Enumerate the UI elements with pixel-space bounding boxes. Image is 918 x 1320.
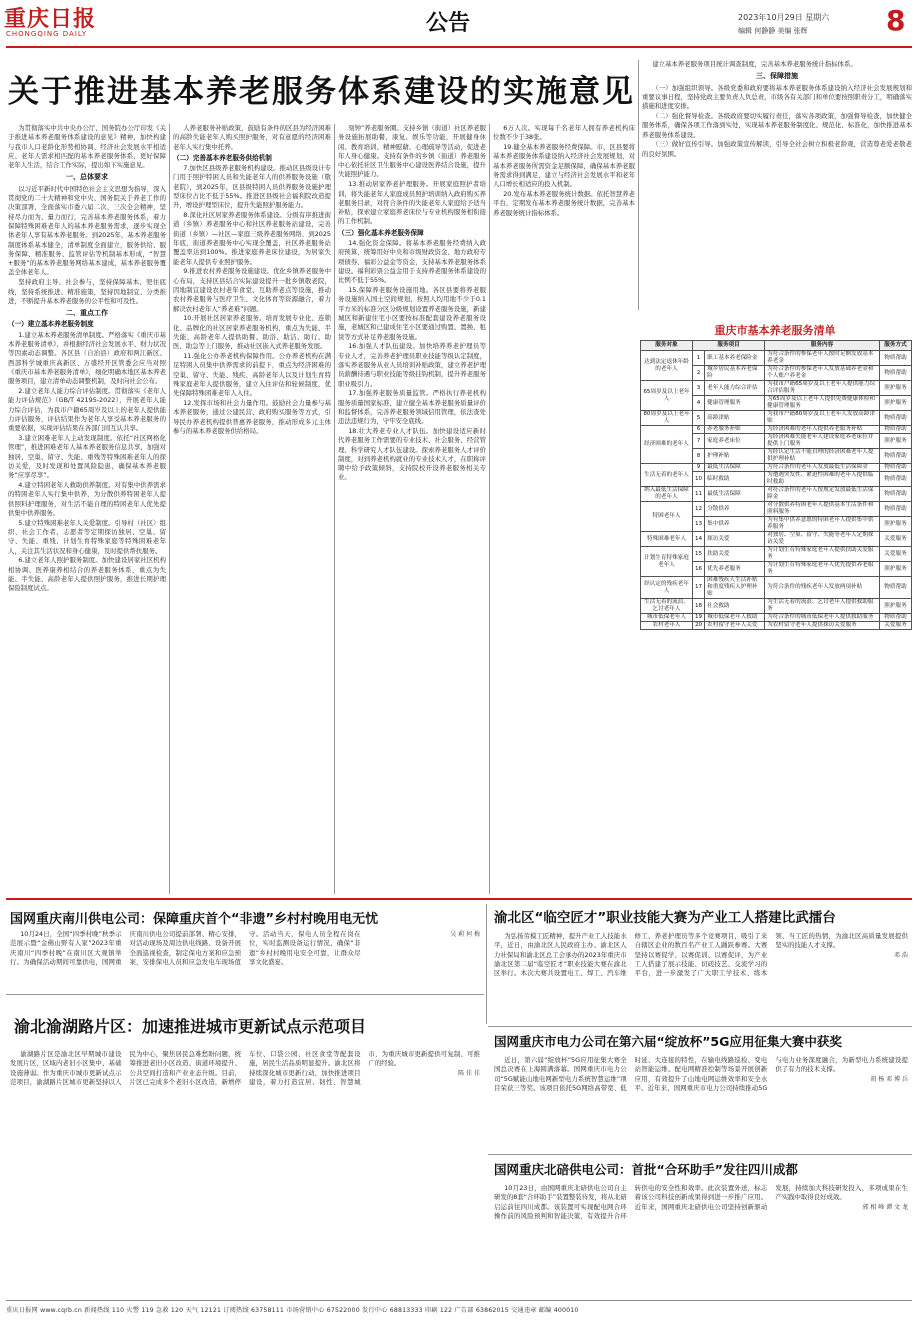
service-content-cell: 对独居、空巢、留守、失能等老年人定期探访关爱 [765, 532, 880, 547]
service-object-cell: 经认定的残疾老年人 [641, 577, 693, 599]
service-object-cell: 计划生育特殊家庭老年人 [641, 547, 693, 577]
service-item-cell: 临时救助 [705, 472, 765, 487]
story-text: 10月23日，由国网重庆北碚供电公司自主研发的8套“合环助手”装置整装待发，将从北碚启运前往四川成都。该装置可实现配电网合环操作前的风险预判和智能决策，有效提升合环转供电的安全性和效率。此次装置外送，标志着该公司科技创新成果得到进一步推广应用。近年来，国网重庆北碚供电公司坚持创新驱动发展，持续加大科技研发投入，多项成果在生产实践中取得良好成效。 [494, 1184, 908, 1220]
table-row [641, 502, 912, 517]
service-content-cell: 为遭遇突发性、紧迫性困难的老年人提供临时救助 [765, 472, 880, 487]
section-separator [6, 898, 912, 900]
story-byline: 陈 佳 佳 [458, 1070, 480, 1078]
article-paragraph: 6.建立老年人照护服务制度。加快建设居家社区机构相协调、医养康养相结合的养老服务体系，重点为失能、半失能、高龄老年人提供照护服务，推进长期护理保险制度试点。 [8, 556, 166, 593]
story-title: 渝北渝湖路片区：加速推进城市更新试点示范项目 [14, 1017, 367, 1036]
service-number-cell: 5 [693, 411, 705, 426]
table-row [641, 487, 912, 502]
article-paragraph: 2.建立老年人能力综合评估制度。贯彻落实《老年人能力评估规范》（GB/T 42195-2022），开展老年人能力综合评估，为我市户籍65周岁及以上的老年人提供能力评估服务，评估结果作为老年人享受基本养老服务的重要依据，实现评估结果在各部门间互认共享。 [8, 387, 166, 433]
service-item-cell: 最低生活保障 [705, 464, 765, 472]
service-list-table [640, 340, 912, 630]
service-item-cell: 城乡居民基本养老保险 [705, 366, 765, 381]
service-number-cell: 11 [693, 487, 705, 502]
article-paragraph: 8.深化社区居家养老服务体系建设。分级有序推进街道（乡镇）养老服务中心和社区养老服务站建设，完善街道（乡镇）—社区—家庭三级养老服务网络，到2025年底，街道养老服务中心实现全覆盖，社区养老服务站覆盖率达到100%。推进家庭养老床位建设，为居家失能老年人提供专业照护服务。 [173, 211, 331, 266]
service-content-cell: 为农村留守老年人提供探访关爱服务 [765, 622, 880, 630]
service-mode-cell: 关爱服务 [880, 532, 912, 547]
newspaper-logo-en: CHONGQING DAILY [6, 30, 88, 38]
article-paragraph: 以习近平新时代中国特色社会主义思想为指导，深入贯彻党的二十大精神和党中央、国务院关于养老工作的决策部署，全面落实市委六届二次、三次全会精神，坚持尽力而为、量力而行，完善基本养老服务体系，着力保障特殊困难老年人的基本养老服务需求，逐步实现全体老年人享有基本养老服务。到2025年，基本养老服务制度体系基本健全，清单制度全面建立，服务供给、服务保障、精准服务、监管评估等机制基本形成，“智慧+服务”的基本养老服务网络基本建成，基本养老服务覆盖全体老年人。 [8, 184, 166, 277]
service-mode-cell: 物质帮助 [880, 351, 912, 366]
service-mode-cell: 物质帮助 [880, 577, 912, 599]
service-content-cell: 为我市户籍80周岁及以上老年人发放高龄津贴 [765, 411, 880, 426]
service-content-cell: 对分散供养特困老年人提供基本生活条件和照料服务 [765, 502, 880, 517]
article-paragraph: 15.保障养老服务设施用地。各区县要将养老服务设施纳入国土空间规划，按照人均用地不少于0.1平方米的标准分区分级规划设置养老服务设施，新建城区和新建住宅小区要按标准配套建设养老服务设施，老城区和已建成住宅小区要通过购置、置换、租赁等方式补足养老服务设施。 [338, 286, 486, 341]
service-object-cell: 65周岁及以上老年人 [641, 381, 693, 411]
article-paragraph: 坚持政府主导、社会参与，坚持保障基本、兜住底线，坚持系统推进、精准施策，坚持因地制宜、分类推进，不断提升基本养老服务的公平性和可及性。 [8, 278, 166, 305]
article-paragraph: （三）做好宣传引导。加强政策宣传解读，引导全社会树立积极老龄观，营造尊老爱老敬老的良好氛围。 [642, 140, 912, 158]
service-item-cell: 护理补贴 [705, 449, 765, 464]
service-mode-cell: 物质帮助 [880, 366, 912, 381]
service-mode-cell: 关爱服务 [880, 622, 912, 630]
service-mode-cell: 物质帮助 [880, 426, 912, 434]
service-mode-cell: 物质帮助 [880, 411, 912, 426]
main-headline: 关于推进基本养老服务体系建设的实施意见 [8, 74, 635, 110]
service-content-cell: 为经认定生活不能自理的经济困难老年人提供护理补贴 [765, 449, 880, 464]
subsection-heading: （二）完善基本养老服务供给机制 [173, 153, 272, 162]
table-row [641, 547, 912, 562]
service-item-cell: 农村留守老年人关爱 [705, 622, 765, 630]
story-body [494, 932, 908, 1022]
dateline: 2023年10月29日 星期六 [738, 13, 830, 22]
service-item-cell: 最低生活保障 [705, 487, 765, 502]
table-row [641, 426, 912, 434]
service-object-cell: 特困老年人 [641, 502, 693, 532]
service-number-cell: 20 [693, 622, 705, 630]
service-number-cell: 4 [693, 396, 705, 411]
table-row [641, 411, 912, 426]
newspaper-logo: 重庆日报 [4, 6, 97, 32]
service-object-cell: 经济困难的老年人 [641, 426, 693, 464]
article-column-5 [642, 60, 912, 312]
article-paragraph: 5.建立特殊困难老年人关爱制度。引导村（社区）组织、社会工作者、志愿者等定期探访独居、空巢、留守、失能、重残、计划生育特殊家庭等特殊困难老年人，关注其生活状况和身心健康，及时提供帮扶服务。 [8, 518, 166, 555]
table-row [641, 351, 912, 366]
service-number-cell: 9 [693, 464, 705, 472]
story-byline: 胡 杨 邓 博 兵 [870, 1076, 908, 1084]
service-number-cell: 13 [693, 517, 705, 532]
service-content-cell: 为生活无着的流浪、乞讨老年人提供救助服务 [765, 599, 880, 614]
service-number-cell: 19 [693, 614, 705, 622]
service-mode-cell: 物质帮助 [880, 487, 912, 502]
column-divider [638, 60, 639, 310]
section-separator [488, 1026, 912, 1027]
service-item-cell: 老年人能力综合评估 [705, 381, 765, 396]
table-header-row [641, 341, 912, 351]
service-mode-cell: 照护服务 [880, 599, 912, 614]
service-number-cell: 2 [693, 366, 705, 381]
service-object-cell: 特殊困难老年人 [641, 532, 693, 547]
service-item-cell: 高龄津贴 [705, 411, 765, 426]
service-item-cell: 困难残疾人生活补贴和重度残疾人护理补贴 [705, 577, 765, 599]
service-content-cell: 为符合条件的残疾老年人发放两项补贴 [765, 577, 880, 599]
service-item-cell: 优先养老服务 [705, 562, 765, 577]
article-column-3 [338, 124, 486, 896]
article-column-1 [8, 124, 166, 896]
article-paragraph: 14.强化资金保障。将基本养老服务经费纳入政府预算，统筹用好中央和市级财政资金、地方政府专项债券、福彩公益金等资金，支持基本养老服务体系建设。福利彩票公益金用于支持养老服务体系建设的比例不低于55%。 [338, 239, 486, 285]
service-number-cell: 3 [693, 381, 705, 396]
article-column-2 [173, 124, 331, 896]
subsection-heading: （三）强化基本养老服务保障 [338, 228, 424, 237]
service-content-cell: 为65周岁及以上老年人提供免费健康体检和健康管理服务 [765, 396, 880, 411]
article-paragraph: 19.健全基本养老服务经费保障。市、区县要将基本养老服务体系建设纳入经济社会发展规划，对基本养老服务所需资金足额保障，确保基本养老服务需求得到满足，建立与经济社会发展水平和老年人口增长相适应的投入机制。 [493, 143, 635, 189]
service-content-cell: 为经济困难失能老年人建设家庭养老床位并提供上门服务 [765, 434, 880, 449]
article-paragraph: 刻钟”养老服务圈。支持乡镇（街道）社区养老服务设施拓展助餐、康复、娱乐等功能，开展健身休闲、教育培训、精神慰藉、心理疏导等活动，促进老年人身心健康。支持有条件的乡镇（街道）养老服务中心依托社区卫生服务中心建设医养结合设施，提升失能照护能力。 [338, 124, 486, 179]
article-paragraph: （二）强化督导检查。各级政府要切实履行责任，落实各项政策，加强督导检查，加快健全服务体系，确保各项工作落到实处，实现基本养老服务制度化、规范化、标准化，加快推进基本养老服务体系建设。 [642, 111, 912, 139]
article-paragraph: （一）加强组织领导。各级党委和政府要将基本养老服务体系建设纳入经济社会发展规划和重要议事日程，坚持党政主要负责人负总责，市级各有关部门和单位要按照职责分工，明确落实措施和进度安排。 [642, 83, 912, 111]
story-byline: 吴 莉 何 梅 [450, 931, 480, 938]
table-header: 服务对象 [641, 341, 693, 351]
column-divider [334, 124, 335, 894]
story-title: 国网重庆南川供电公司：保障重庆首个“非遗”乡村村晚用电无忧 [10, 912, 379, 927]
service-content-cell: 为计划生育特殊家庭老年人优先提供养老服务 [765, 562, 880, 577]
article-paragraph: 17.加强养老服务质量监管。严格执行养老机构服务质量国家标准，建立健全基本养老服务质量评价和监督体系，完善养老服务领域信用管理，依法查处违法违规行为，守牢安全底线。 [338, 389, 486, 426]
article-paragraph: 16.加强人才队伍建设。加快培养养老护理员等专业人才，完善养老护理员职业技能等级认定制度，落实养老服务从业人员培训补贴政策，建立养老护理员薪酬待遇与职业技能等级挂钩机制，提升养老服务职业吸引力。 [338, 342, 486, 388]
article-paragraph: 12.发挥市场和社会力量作用。鼓励社会力量参与基本养老服务，通过公建民营、政府购买服务等方式，引导民办养老机构提供普惠养老服务，推动形成多元主体参与的基本养老服务供给格局。 [173, 399, 331, 435]
service-object-cell: 80周岁及以上老年人 [641, 411, 693, 426]
service-number-cell: 15 [693, 547, 705, 562]
table-header: 服务方式 [880, 341, 912, 351]
story-title: 国网重庆北碚供电公司：首批“合环助手”发往四川成都 [494, 1162, 798, 1177]
article-intro: 为贯彻落实中共中央办公厅、国务院办公厅印发《关于推进基本养老服务体系建设的意见》精神，加快构建与我市人口老龄化形势相协调、经济社会发展水平相适应、老年人需求相匹配的基本养老服务体系，更好保障老年人生活，结合工作实际，提出如下实施意见。 [8, 124, 166, 170]
service-list-body [641, 351, 912, 630]
service-mode-cell: 照护服务 [880, 562, 912, 577]
service-number-cell: 14 [693, 532, 705, 547]
service-content-cell: 为有集中供养意愿的特困老年人提供集中供养服务 [765, 517, 880, 532]
service-item-cell: 家庭养老床位 [705, 434, 765, 449]
table-row [641, 532, 912, 547]
service-object-cell: 达到法定退休年龄的老年人 [641, 351, 693, 381]
service-number-cell: 10 [693, 472, 705, 487]
table-row [641, 599, 912, 614]
service-object-cell: 生活无着的老年人 [641, 464, 693, 487]
table-header: 服务内容 [765, 341, 880, 351]
story-byline: 郭 相 峰 谭 文 龙 [862, 1204, 908, 1212]
article-paragraph: 人养老服务补贴政策，鼓励有条件的区县为经济困难的高龄失能老年人购买照护服务，对有意愿的经济困难老年人实行集中托养。 [173, 124, 331, 151]
article-paragraph: 1.建立基本养老服务清单制度。严格落实《重庆市基本养老服务清单》，并根据经济社会发展水平、财力状况等因素动态调整。各区县（自治县）政府和两江新区、西部科学城重庆高新区、万盛经开区管委会应当对照《重庆市基本养老服务清单》，细化明确本地区基本养老服务项目，建立清单动态调整机制，及时向社会公布。 [8, 330, 166, 386]
article-paragraph: 18.壮大养老专业人才队伍。加快建设适应新时代养老服务工作需要的专业技术、社会服务、经营管理、科学研究人才队伍建设。探索养老服务人才评价制度，对到养老机构就业的专业技术人才，在职称评聘中给予政策倾斜，支持院校开设养老服务相关专业。 [338, 427, 486, 482]
table-header: 服务项目 [693, 341, 765, 351]
section-heading: 二、重点工作 [66, 309, 108, 318]
story-text: 近日，第六届“绽放杯”5G应用征集大赛全国总决赛在上海圆满落幕。国网重庆市电力公司“5G赋能山地电网新型电力系统智慧运维”项目荣获三等奖。该项目依托5G网络高带宽、低时延、大连接的特性，在输电线路巡检、变电站智能运维、配电网精准控制等场景开展创新应用，有效提升了山地电网运维效率和安全水平。近年来，国网重庆市电力公司持续推动5G与电力业务深度融合，为新型电力系统建设提供了有力的技术支撑。 [494, 1056, 908, 1092]
column-divider [169, 124, 170, 894]
table-row [641, 622, 912, 630]
service-content-cell: 为符合条件的老年人发放最低生活保障金 [765, 464, 880, 472]
service-content-cell: 为符合条件的城市低保老年人提供救助服务 [765, 614, 880, 622]
service-item-cell: 分散供养 [705, 502, 765, 517]
service-mode-cell: 关爱服务 [880, 547, 912, 562]
service-number-cell: 8 [693, 449, 705, 464]
service-list-title: 重庆市基本养老服务清单 [714, 324, 836, 337]
service-mode-cell: 照护服务 [880, 381, 912, 396]
service-number-cell: 1 [693, 351, 705, 366]
article-paragraph: 6万人次。实现每千名老年人拥有养老机构床位数不少于38张。 [493, 124, 635, 142]
story-title: 国网重庆市电力公司在第六届“绽放杯”5G应用征集大赛中获奖 [494, 1034, 842, 1049]
service-content-cell: 为我市户籍65周岁及以上老年人提供能力综合评估服务 [765, 381, 880, 396]
article-paragraph: 13.推动居家养老护理服务。开展家庭照护者培训，将失能老年人家庭成员照护培训纳入政府购买养老服务目录，对符合条件的失能老年人家庭给予适当补贴，探索建立家庭养老床位与专业机构服务相衔接的工作机制。 [338, 180, 486, 226]
service-item-cell: 职工基本养老保险金 [705, 351, 765, 366]
service-content-cell: 为经济困难的老年人提供养老服务补贴 [765, 426, 880, 434]
article-column-4 [493, 124, 635, 314]
service-item-cell: 社会救助 [705, 599, 765, 614]
service-object-cell: 纳入最低生活保障的老年人 [641, 487, 693, 502]
article-paragraph: 11.强化公办养老机构保障作用。公办养老机构在满足特困人员集中供养需求的前提下，重点为经济困难的空巢、留守、失能、残疾、高龄老年人以及计划生育特殊家庭老年人提供服务，建立入住评估和轮候制度，优先保障特殊困难老年人入住。 [173, 352, 331, 398]
service-mode-cell: 物质帮助 [880, 464, 912, 472]
service-item-cell: 健康管理服务 [705, 396, 765, 411]
story-text: 渝湖路片区是渝北区早期城市建设发展片区，区域内老旧小区集中、基础设施薄弱。作为重庆市城市更新试点示范项目，渝湖路片区城市更新坚持以人民为中心，聚焦居民急难愁盼问题，统筹推进老旧小区改造、街道环境提升、公共空间打造和产业业态升级。目前，片区已完成多个老旧小区改造，新增停车位、口袋公园、社区食堂等配套设施，居民生活品质明显提升。渝北区将持续深化城市更新行动，加快推进项目建设，着力打造宜居、韧性、智慧城市，为重庆城市更新提供可复制、可推广的经验。 [10, 1050, 480, 1086]
service-mode-cell: 照护服务 [880, 396, 912, 411]
service-mode-cell: 物质帮助 [880, 472, 912, 487]
story-body [10, 930, 480, 990]
story-byline: 邓 浩 [894, 952, 908, 960]
story-body [494, 1056, 908, 1150]
story-body [10, 1050, 480, 1292]
service-mode-cell: 物质帮助 [880, 449, 912, 464]
service-object-cell: 农村老年人 [641, 622, 693, 630]
section-separator [6, 994, 484, 995]
section-heading: 一、总体要求 [66, 173, 108, 182]
service-mode-cell: 照护服务 [880, 517, 912, 532]
article-paragraph: 7.加快区县级养老服务机构建设。推动区县级设计专门用于照护特困人员和失能老年人的供养服务设施（敬老院），到2025年，区县级特困人员供养服务设施护理型床位占比不低于55%。推进区县级社会福利院改造提升，增设护理型床位，提升失能照护服务能力。 [173, 164, 331, 210]
subsection-heading: （一）建立基本养老服务制度 [8, 320, 94, 329]
story-body [494, 1184, 908, 1292]
service-item-cell: 探访关爱 [705, 532, 765, 547]
service-content-cell: 为符合条件的参保老年人按时足额发放基本养老金 [765, 351, 880, 366]
service-content-cell: 为符合条件的参保老年人发放基础养老金和个人账户养老金 [765, 366, 880, 381]
article-paragraph: 20.发布基本养老服务统计数据。依托智慧养老平台，定期发布基本养老服务统计数据，完善基本养老服务统计指标体系。 [493, 190, 635, 217]
service-item-cell: 扶助关爱 [705, 547, 765, 562]
editors-line: 编辑 何静静 美编 张辉 [738, 27, 808, 35]
service-number-cell: 16 [693, 562, 705, 577]
service-number-cell: 7 [693, 434, 705, 449]
article-paragraph: 3.建立困难老年人主动发现制度。依托“社区网格化管理”，推进困难老年人基本养老服务信息共享，加强对独居、空巢、留守、失能、重残等特殊困难老年人的探访关爱，及时发现和处置风险隐患，确保基本养老服务“应享尽享”。 [8, 434, 166, 480]
service-mode-cell: 物质帮助 [880, 614, 912, 622]
section-separator [488, 1154, 912, 1155]
table-row [641, 614, 912, 622]
service-mode-cell: 照护服务 [880, 434, 912, 449]
service-object-cell: 城市低保老年人 [641, 614, 693, 622]
page-number: 8 [886, 4, 906, 37]
service-number-cell: 12 [693, 502, 705, 517]
table-row [641, 464, 912, 472]
table-row [641, 577, 912, 599]
service-mode-cell: 物质帮助 [880, 502, 912, 517]
section-heading: 三、保障措施 [756, 72, 798, 81]
section-title: 公告 [426, 10, 471, 36]
service-item-cell: 集中供养 [705, 517, 765, 532]
page-footer: 重庆日报网 www.cqrb.cn 新闻热线 110 火警 119 急救 120 天气 12121 订阅热线 63758111 市场营销中心 67522000 发行中心 68813333 印刷 122 广告部 63862015 交通违章 邮编 400010 [6, 1300, 912, 1316]
article-paragraph: 建立基本养老服务项目统计调查制度，完善基本养老服务统计指标体系。 [652, 60, 857, 68]
story-text: 10月24日，全国“四季村晚”秋季示范展示暨“金佛山野有人家”2023年重庆南川“四季村晚”在南川区大观镇举行。为确保活动期间可靠供电，国网重庆南川供电公司提前部署、精心安排，对活动现场及周边供电线路、设备开展全面巡视检查，制定保电方案和应急预案，安排保电人员和应急发电车现场值守。活动当天，保电人员全程在岗在位，实时监测设备运行情况，确保“非遗”乡村村晚用电安全可靠，让群众尽享文化盛宴。 [10, 930, 361, 966]
service-number-cell: 6 [693, 426, 705, 434]
table-row [641, 381, 912, 396]
service-content-cell: 对符合条件的老年人按规定发放最低生活保障金 [765, 487, 880, 502]
service-item-cell: 养老服务补贴 [705, 426, 765, 434]
service-number-cell: 17 [693, 577, 705, 599]
article-paragraph: 10.开展社区居家养老服务。培育发展专业化、连锁化、品牌化的社区居家养老服务机构，重点为失能、半失能、高龄老年人提供助餐、助浴、助洁、助行、助医、助急等上门服务，推动社区嵌入式养老服务发展。 [173, 314, 331, 351]
service-item-cell: 城市低保老年人救助 [705, 614, 765, 622]
article-paragraph: 4.建立特困老年人救助供养制度。对有集中供养需求的特困老年人实行集中供养，为分散供养特困老年人提供照料护理服务，对生活不能自理的特困老年人优先提供集中供养服务。 [8, 480, 166, 517]
column-divider [486, 904, 487, 1024]
story-text: 为弘扬劳模工匠精神，提升产业工人技能水平，近日，由渝北区人民政府主办、渝北区人力社保局和渝北区总工会承办的2023年重庆市渝北区第二届“临空匠才”职业技能大赛在渝北区举行。本次大赛共设置电工、焊工、汽车维修工、养老护理员等多个竞赛项目，吸引了来自辖区企业的数百名产业工人踊跃参赛。大赛坚持以赛促学、以赛促训、以赛促评，为产业工人搭建了展示技能、切磋技艺、交流学习的平台，进一步激发了广大职工学技术、练本领、当工匠的热情，为渝北区高质量发展提供坚实的技能人才支撑。 [494, 932, 908, 978]
service-number-cell: 18 [693, 599, 705, 614]
story-title: 渝北区“临空匠才”职业技能大赛为产业工人搭建比武擂台 [494, 910, 836, 926]
article-paragraph: 9.推进农村养老服务设施建设。优化乡镇养老服务中心布局，支持区县结合实际建设提升一批乡镇敬老院，因地制宜建设农村老年食堂、互助养老点等设施，推动农村养老服务与医疗卫生、文化体育等资源融合，着力解决农村老年人“养老难”问题。 [173, 267, 331, 313]
column-divider [489, 124, 490, 894]
service-object-cell: 生活无着的流浪、乞讨老年人 [641, 599, 693, 614]
service-content-cell: 为计划生育特殊家庭老年人提供扶助关爱服务 [765, 547, 880, 562]
